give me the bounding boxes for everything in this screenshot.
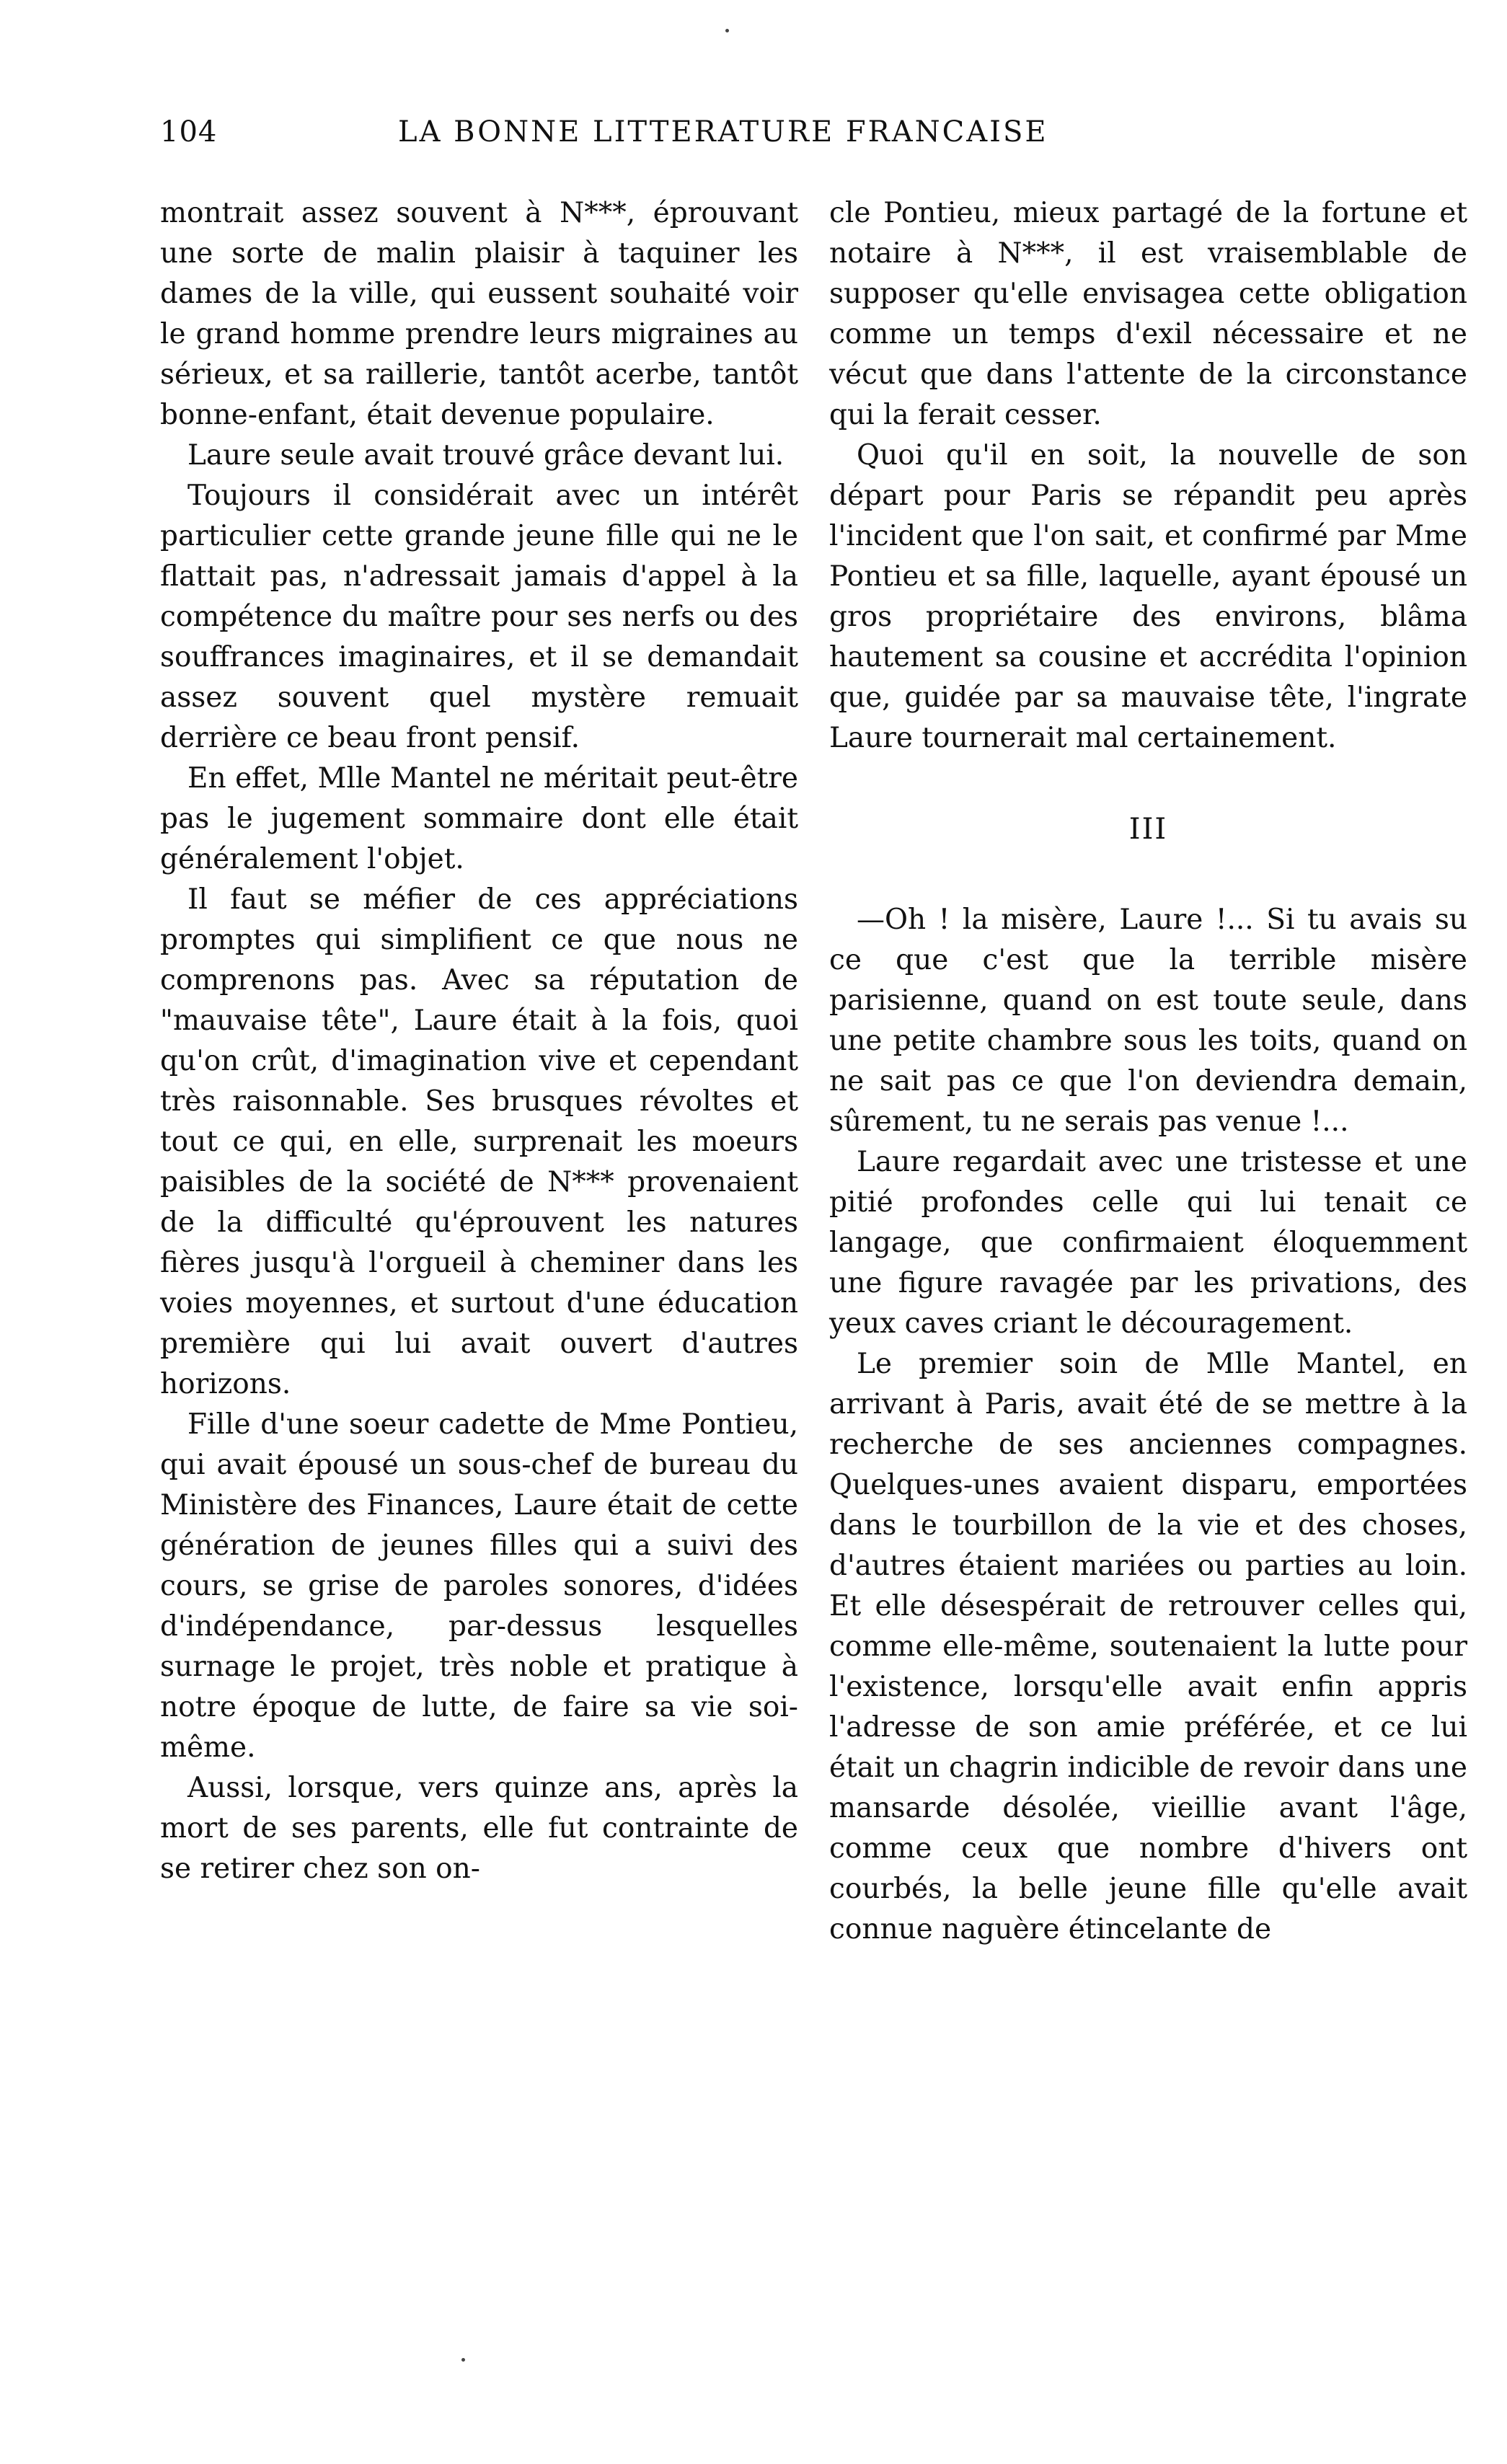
left-column	[160, 193, 798, 2284]
paragraph: En effet, Mlle Mantel ne méritait peut-être pas le jugement sommaire dont elle était généralement l'objet.	[160, 762, 798, 875]
section-heading: III	[1128, 813, 1168, 846]
print-speck	[461, 2358, 465, 2362]
paragraph: Fille d'une soeur cadette de Mme Pontieu, qui avait épousé un sous-chef de bureau du Ministère des Finances, Laure était de cette génération de jeunes filles qui a suivi des cours, se grise de paroles sonores, d'idées d'indépendance, par-dessus lesquelles surnage le projet, très noble et pratique à notre époque de lutte, de faire sa vie soi-même.	[160, 1408, 798, 1764]
paragraph: —Oh ! la misère, Laure !... Si tu avais su ce que c'est que la terrible misère parisienne, quand on est toute seule, dans une petite chambre sous les toits, quand on ne sait pas ce que l'on deviendra demain, sûrement, tu ne serais pas venue !...	[829, 904, 1467, 1138]
page-number: 104	[160, 115, 218, 149]
running-title: LA BONNE LITTERATURE FRANCAISE	[398, 115, 1048, 149]
paragraph: Laure regardait avec une tristesse et une pitié profondes celle qui lui tenait ce langage, que confirmaient éloquemment une figure ravagée par les privations, des yeux caves criant le découragement.	[829, 1146, 1467, 1340]
paragraph: Aussi, lorsque, vers quinze ans, après la mort de ses parents, elle fut contrainte de se retirer chez son on-	[160, 1772, 798, 1885]
paragraph: cle Pontieu, mieux partagé de la fortune et notaire à N***, il est vraisemblable de supposer qu'elle envisagea cette obligation comme un temps d'exil nécessaire et ne vécut que dans l'attente de la circonstance qui la ferait cesser.	[829, 197, 1467, 431]
paragraph: montrait assez souvent à N***, éprouvant une sorte de malin plaisir à taquiner les dames de la ville, qui eussent souhaité voir le grand homme prendre leurs migraines au sérieux, et sa raillerie, tantôt acerbe, tantôt bonne-enfant, était devenue populaire.	[160, 197, 798, 431]
paragraph: Le premier soin de Mlle Mantel, en arrivant à Paris, avait été de se mettre à la recherche de ses anciennes compagnes. Quelques-unes avaient disparu, emportées dans le tourbillon de la vie et des choses, d'autres étaient mariées ou parties au loin. Et elle désespérait de retrouver celles qui, comme elle-même, soutenaient la lutte pour l'existence, lorsqu'elle avait enfin appris l'adresse de son amie préférée, et ce lui était un chagrin indicible de revoir dans une mansarde désolée, vieillie avant l'âge, comme ceux que nombre d'hivers ont courbés, la belle jeune fille qu'elle avait connue naguère étincelante de	[829, 1348, 1467, 1946]
running-header	[160, 115, 1487, 159]
paragraph: Quoi qu'il en soit, la nouvelle de son départ pour Paris se répandit peu après l'incident que l'on sait, et confirmé par Mme Pontieu et sa fille, laquelle, ayant épousé un gros propriétaire des environs, blâma hautement sa cousine et accrédita l'opinion que, guidée par sa mauvaise tête, l'ingrate Laure tournerait mal certainement.	[829, 439, 1467, 754]
paragraph: Laure seule avait trouvé grâce devant lui.	[187, 439, 785, 472]
print-speck	[725, 29, 729, 32]
right-column	[829, 193, 1467, 2284]
paragraph: Il faut se méfier de ces appréciations promptes qui simplifient ce que nous ne comprenons pas. Avec sa réputation de "mauvaise tête", Laure était à la fois, quoi qu'on crût, d'imagination vive et cependant très raisonnable. Ses brusques révoltes et tout ce qui, en elle, surprenait les moeurs paisibles de la société de N*** provenaient de la difficulté qu'éprouvent les natures fières jusqu'à l'orgueil à cheminer dans les voies moyennes, et surtout d'une éducation première qui lui avait ouvert d'autres horizons.	[160, 883, 798, 1400]
paragraph: Toujours il considérait avec un intérêt particulier cette grande jeune fille qui ne le flattait pas, n'adressait jamais d'appel à la compétence du maître pour ses nerfs ou des souffrances imaginaires, et il se demandait assez souvent quel mystère remuait derrière ce beau front pensif.	[160, 480, 798, 754]
